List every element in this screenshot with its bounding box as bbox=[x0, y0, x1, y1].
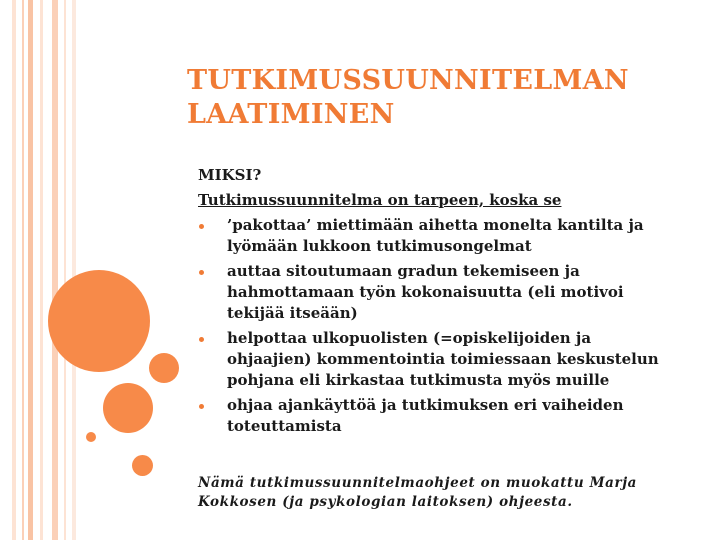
bullet-dot-icon bbox=[199, 337, 204, 342]
decorative-circle-large bbox=[48, 270, 150, 372]
stripe bbox=[22, 0, 24, 540]
decorative-circle-tiny bbox=[86, 432, 96, 442]
bullet-item bbox=[198, 395, 678, 437]
stripe bbox=[72, 0, 76, 540]
stripe bbox=[28, 0, 33, 540]
slide-title-line-1: TUTKIMUSSUUNNITELMAN bbox=[187, 65, 629, 96]
section-heading: MIKSI? bbox=[198, 166, 262, 184]
decorative-circle-small bbox=[149, 353, 179, 383]
bullet-item bbox=[198, 328, 678, 391]
stripe bbox=[64, 0, 66, 540]
slide-title-line-2: LAATIMINEN bbox=[187, 99, 395, 130]
stripe bbox=[52, 0, 58, 540]
bullet-list bbox=[198, 215, 678, 437]
bullet-item bbox=[198, 261, 678, 324]
slide-title bbox=[187, 64, 707, 132]
bullet-text: helpottaa ulkopuolisten (=opiskelijoiden ja ohjaajien) kommentointia toimiessaan keskustelun pohjana eli kirkastaa tutkimusta myös muille bbox=[227, 329, 659, 389]
slide-content bbox=[198, 165, 678, 441]
stripe bbox=[40, 0, 43, 540]
footer-note: Nämä tutkimussuunnitelmaohjeet on muokattu Marja Kokkosen (ja psykologian laitoksen) ohjeesta. bbox=[198, 475, 638, 510]
bullet-dot-icon bbox=[199, 404, 204, 409]
decorative-circle-medium bbox=[103, 383, 153, 433]
decorative-circle-small-2 bbox=[132, 455, 153, 476]
bullet-text: auttaa sitoutumaan gradun tekemiseen ja hahmottamaan työn kokonaisuutta (eli motivoi tekijää itseään) bbox=[227, 262, 624, 322]
bullet-dot-icon bbox=[199, 224, 204, 229]
bullet-item bbox=[198, 215, 678, 257]
lead-sentence: Tutkimussuunnitelma on tarpeen, koska se bbox=[198, 191, 562, 209]
bullet-text: ’pakottaa’ miettimään aihetta monelta kantilta ja lyömään lukkoon tutkimusongelmat bbox=[227, 216, 644, 255]
decorative-stripes bbox=[0, 0, 80, 540]
bullet-dot-icon bbox=[199, 270, 204, 275]
stripe bbox=[12, 0, 16, 540]
bullet-text: ohjaa ajankäyttöä ja tutkimuksen eri vaiheiden toteuttamista bbox=[227, 396, 624, 435]
